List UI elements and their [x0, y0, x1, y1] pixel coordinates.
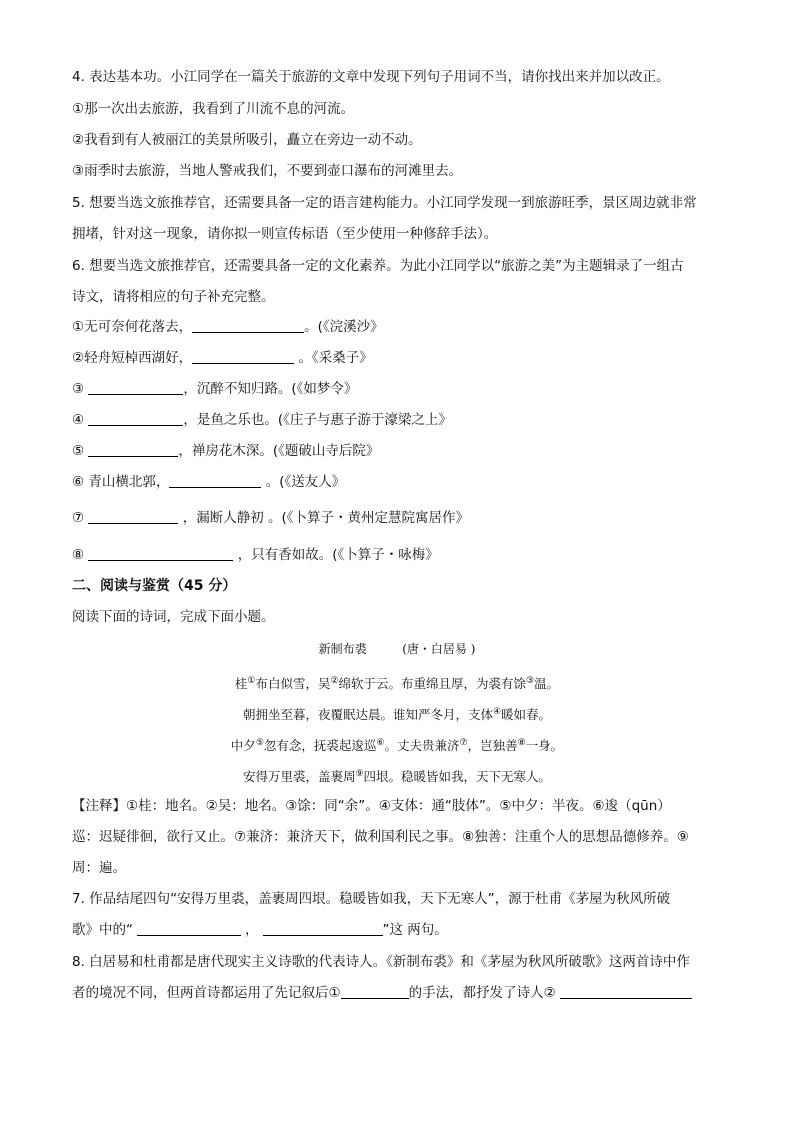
q5-line-2: 拥堵，针对这一现象，请你拟一则宣传标语（至少使用一种修辞手法）。: [72, 226, 498, 242]
poem-text: 中夕: [230, 738, 256, 754]
q6-item-5: [72, 442, 379, 460]
poem-text: 温。: [534, 676, 560, 692]
poem-text: 一身。: [525, 738, 564, 754]
notes-line-2: 巡：迟疑徘徊，欲行又止。⑦兼济：兼济天下，做利国利民之事。⑧独善：注重个人的思想品德修养。⑨: [72, 829, 689, 845]
q7-text: ，: [245, 922, 259, 938]
q4-sentence-3: ③雨季时去旅游，当地人警戒我们，不要到壶口瀑布的河滩里去。: [72, 163, 463, 179]
q6-item-7-after: ，漏断人静初 。(《卜算子・黄州定慧院寓居作》: [178, 510, 470, 526]
q8-line-1: 8. 白居易和杜甫都是唐代现实主义诗歌的代表诗人。《新制布裘》和《茅屋为秋风所破歌》这两首诗中作: [72, 954, 690, 970]
note-marker: ⑦: [459, 738, 468, 748]
q6-item-1: [72, 318, 384, 336]
q7-text: 歌》中的“: [72, 922, 133, 938]
notes-line-3: 周：遍。: [72, 860, 126, 876]
note-marker: ⑥: [376, 738, 385, 748]
poem-text: 。丈夫贵兼济: [384, 738, 460, 754]
poem-text: 朝拥坐至暮，夜覆眠达晨。谁知严冬月，支体: [242, 707, 493, 723]
notes-line-1: 【注释】①桂：地名。②吴：地名。③馀：同“余”。④支体：通“肢体”。⑤中夕：半夜。⑥逡（qūn）: [72, 798, 671, 814]
poem-title: 新制布裘: [318, 642, 367, 656]
q6-item-5-before: ⑤: [72, 443, 89, 459]
q6-item-4: [72, 411, 452, 429]
poem-line-1: [0, 672, 794, 693]
note-marker: ③: [526, 676, 535, 686]
q6-item-4-before: ④: [72, 412, 89, 428]
q6-item-3-before: ③: [72, 381, 89, 397]
note-marker: ②: [330, 676, 339, 686]
q6-line-2: 诗文，请将相应的句子补充完整。: [72, 289, 275, 305]
answer-blank[interactable]: [88, 442, 178, 457]
q6-item-8-before: ⑧: [72, 547, 89, 563]
poem-text: 四垠。稳暖皆如我，天下无寒人。: [363, 769, 552, 785]
poem-author: (唐・白居易 ): [402, 642, 476, 656]
answer-blank[interactable]: [560, 984, 692, 999]
q6-item-1-before: ①无可奈何花落去，: [72, 319, 193, 335]
q6-item-8: [72, 546, 439, 564]
q7-text: ”这 两句。: [382, 922, 448, 938]
q8-text: 的手法，都抒发了诗人②: [408, 985, 561, 1001]
note-marker: ⑧: [517, 738, 526, 748]
note-marker: ④: [492, 707, 502, 717]
answer-blank[interactable]: [88, 546, 233, 561]
answer-blank[interactable]: [263, 921, 383, 936]
q6-item-6-before: ⑥ 青山横北郭，: [72, 474, 170, 490]
q7-line-2: [72, 921, 448, 939]
q8-line-2: [72, 984, 692, 1002]
note-marker: ①: [247, 676, 256, 686]
poem-text: ，岂独善: [467, 738, 518, 754]
poem-heading: [0, 640, 794, 658]
section-intro: 阅读下面的诗词，完成下面小题。: [72, 609, 275, 625]
q6-item-5-after: ，禅房花木深。(《题破山寺后院》: [178, 443, 380, 459]
q4-sentence-2: ②我看到有人被丽江的美景所吸引，矗立在旁边一动不动。: [72, 132, 422, 148]
poem-text: 忽有念，抚裘起逡巡: [263, 738, 377, 754]
q6-item-6-after: 。(《送友人》: [261, 474, 346, 490]
q6-item-1-after: 。(《浣溪沙》: [304, 319, 384, 335]
answer-blank[interactable]: [192, 349, 294, 364]
answer-blank[interactable]: [88, 380, 183, 395]
answer-blank[interactable]: [192, 318, 304, 333]
q6-item-4-after: ，是鱼之乐也。(《庄子与惠子游于濠梁之上》: [183, 412, 452, 428]
note-marker: ⑨: [355, 769, 364, 779]
q8-text: 者的境况不同，但两首诗都运用了先记叙后①: [72, 985, 341, 1001]
section-title: 二、阅读与鉴赏（45 分）: [72, 578, 237, 594]
answer-blank[interactable]: [137, 921, 241, 936]
poem-line-3: [0, 734, 794, 755]
q6-item-2-before: ②轻舟短棹西湖好，: [72, 350, 193, 366]
q6-item-3-after: ，沉醉不知归路。(《如梦令》: [183, 381, 358, 397]
q4-sentence-1: ①那一次出去旅游，我看到了川流不息的河流。: [72, 101, 355, 117]
answer-blank[interactable]: [88, 411, 183, 426]
poem-text: 绵软于云。布重绵且厚，为裘有馀: [338, 676, 527, 692]
answer-blank[interactable]: [169, 473, 261, 488]
note-marker: ⑤: [255, 738, 264, 748]
poem-text: 安得万里裘，盖裹周: [242, 769, 356, 785]
q6-item-8-after: ，只有香如故。(《卜算子・咏梅》: [233, 547, 439, 563]
poem-text: 暖如春。: [501, 707, 552, 723]
poem-text: 布白似雪，吴: [255, 676, 331, 692]
q6-item-7-before: ⑦: [72, 510, 89, 526]
poem-line-2: [0, 703, 794, 724]
answer-blank[interactable]: [88, 509, 178, 524]
q6-item-3: [72, 380, 357, 398]
q6-line-1: 6. 想要当选文旅推荐官，还需要具备一定的文化素养。为此小江同学以“旅游之美”为主题辑录了一组古: [72, 258, 684, 274]
q5-line-1: 5. 想要当选文旅推荐官，还需要具备一定的语言建构能力。小江同学发现一到旅游旺季，景区周边就非常: [72, 195, 697, 211]
q7-line-1: 7. 作品结尾四句“安得万里裘，盖裹周四垠。稳暖皆如我，天下无寒人”，源于杜甫《茅屋为秋风所破: [72, 891, 671, 907]
poem-line-4: [0, 765, 794, 786]
q4-stem: 4. 表达基本功。小江同学在一篇关于旅游的文章中发现下列句子用词不当，请你找出来并加以改正。: [72, 69, 670, 85]
q6-item-7: [72, 509, 469, 527]
q6-item-2: [72, 349, 373, 367]
q6-item-6: [72, 473, 345, 491]
q6-item-2-after: 。《采桑子》: [294, 350, 373, 366]
poem-text: 桂: [234, 676, 248, 692]
answer-blank[interactable]: [341, 984, 409, 999]
